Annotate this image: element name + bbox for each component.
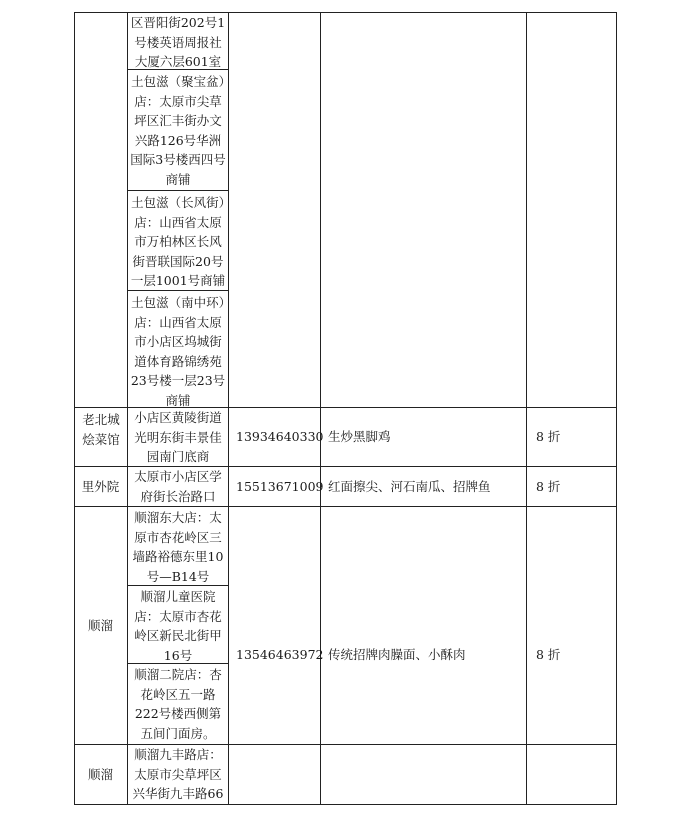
discount-cell: 8 折: [536, 647, 561, 662]
merchant-discount-table: [74, 12, 617, 805]
dishes-cell: 传统招牌肉臊面、小酥肉: [328, 647, 466, 662]
phone-cell: 13934640330: [236, 429, 324, 444]
address-cell: 土包滋（南中环）店：山西省太原市小店区坞城街道体育路锦绣苑23号楼一层23号商铺: [130, 295, 226, 408]
address-cell: 顺溜东大店：太原市杏花岭区三墙路裕德东里10号—B14号: [132, 510, 224, 584]
phone-cell: 15513671009: [236, 479, 324, 494]
discount-cell: 8 折: [536, 429, 561, 444]
address-cell: 区晋阳街202号1号楼英语周报社大厦六层601室: [130, 15, 226, 69]
merchant-name: 里外院: [81, 479, 120, 494]
address-cell: 太原市小店区学府街长治路口: [134, 469, 222, 504]
dishes-cell: 红面擦尖、河石南瓜、招牌鱼: [328, 479, 491, 494]
address-cell: 土包滋（长风街）店：山西省太原市万柏林区长风街晋联国际20号一层1001号商铺: [130, 195, 226, 288]
merchant-name: 顺溜: [87, 618, 113, 633]
address-cell: 土包滋（聚宝盆）店：太原市尖草坪区汇丰街办文兴路126号华洲国际3号楼西四号商铺: [130, 74, 226, 187]
discount-cell: 8 折: [536, 479, 561, 494]
address-cell: 小店区黄陵街道光明东街丰景佳园南门底商: [134, 410, 222, 464]
dishes-cell: 生炒黑脚鸡: [328, 429, 391, 444]
phone-cell: 13546463972: [236, 647, 324, 662]
address-cell: 顺溜二院店：杏花岭区五一路222号楼西侧第五间门面房。: [134, 667, 222, 741]
address-cell: 顺溜九丰路店：太原市尖草坪区兴华街九丰路66: [132, 747, 224, 801]
merchant-name: 顺溜: [87, 767, 113, 782]
address-cell: 顺溜儿童医院店：太原市杏花岭区新民北街甲16号: [134, 589, 222, 663]
merchant-name: 老北城烩菜馆: [82, 412, 120, 447]
